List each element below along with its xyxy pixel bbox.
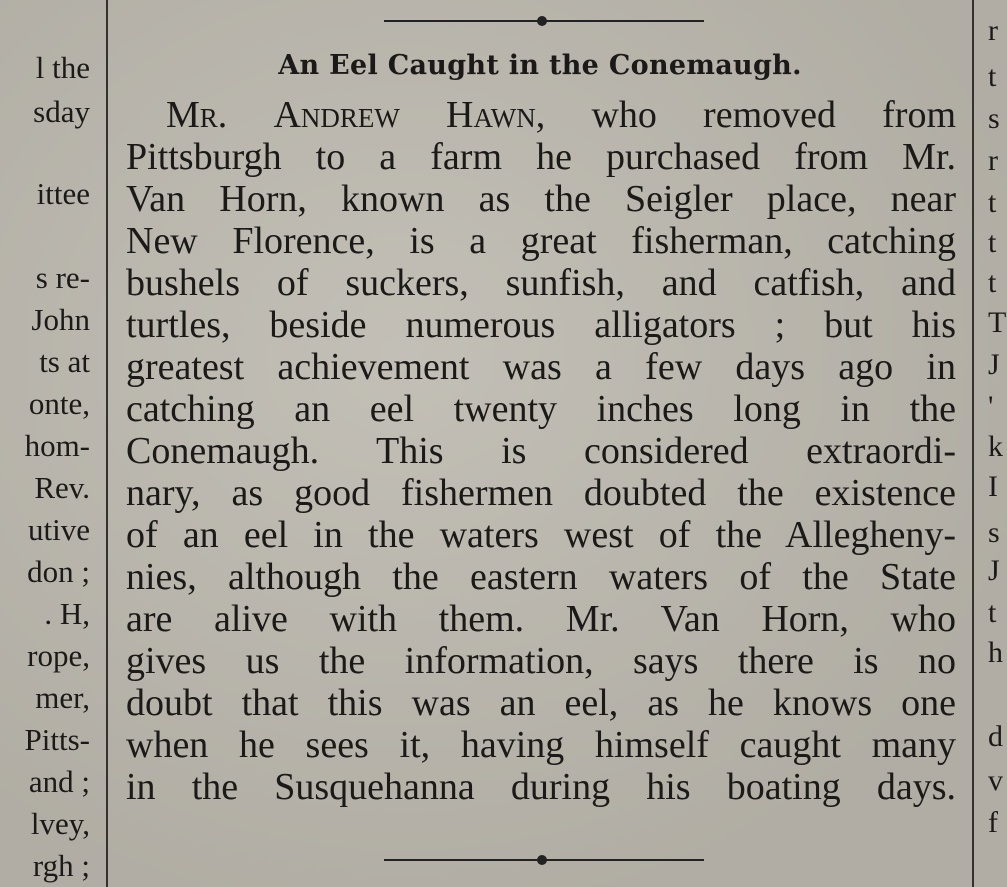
right-fragment: s <box>988 516 1000 549</box>
article-line: nary, as good fishermen doubted the existence <box>126 472 956 514</box>
article-line <box>126 94 956 136</box>
name-prefix: Mr. <box>166 94 228 136</box>
article-line: New Florence, is a great fisherman, catching <box>126 220 956 262</box>
article-line: of an eel in the waters west of the Allegheny- <box>126 514 956 556</box>
right-fragment: s <box>988 102 1000 135</box>
left-fragment: and ; <box>28 764 90 799</box>
left-fragment: s re- <box>35 260 90 295</box>
article-line: Conemaugh. This is considered extraordi- <box>126 430 956 472</box>
right-fragment: t <box>988 266 997 299</box>
right-fragment: v <box>988 764 1003 797</box>
first-line-rest: who removed from <box>591 94 956 136</box>
left-fragment: ts at <box>39 344 90 379</box>
left-fragment: utive <box>28 512 90 547</box>
column-rule-right <box>972 0 974 887</box>
article-headline: An Eel Caught in the Conemaugh. <box>278 50 802 81</box>
right-fragment: d <box>988 720 1003 753</box>
left-fragment: mer, <box>35 680 90 715</box>
left-fragment: John <box>31 302 90 337</box>
left-fragment: hom- <box>24 428 90 463</box>
article-line: gives us the information, says there is no <box>126 640 956 682</box>
right-fragment: f <box>988 806 998 839</box>
right-fragment: ' <box>988 390 994 423</box>
right-fragment: t <box>988 60 997 93</box>
article-line: when he sees it, having himself caught many <box>126 724 956 766</box>
left-fragment: Pitts- <box>24 722 90 757</box>
left-fragment: onte, <box>28 386 90 421</box>
right-fragment: r <box>988 144 998 177</box>
left-fragment: l the <box>35 50 90 85</box>
right-fragment: t <box>988 596 997 629</box>
right-column-fragments <box>980 0 1007 887</box>
right-fragment: h <box>988 636 1003 669</box>
left-fragment: Rev. <box>34 470 90 505</box>
right-fragment: T <box>988 306 1007 339</box>
article-line: greatest achievement was a few days ago in <box>126 346 956 388</box>
left-fragment: rgh ; <box>32 848 90 883</box>
article-line: are alive with them. Mr. Van Horn, who <box>126 598 956 640</box>
right-fragment: t <box>988 186 997 219</box>
person-name: Andrew Hawn, <box>273 94 546 136</box>
bottom-ornament-rule <box>384 855 704 865</box>
left-fragment: rope, <box>27 638 90 673</box>
right-fragment: I <box>988 470 998 503</box>
article-line: nies, although the eastern waters of the State <box>126 556 956 598</box>
top-ornament-rule <box>384 16 704 26</box>
right-fragment: k <box>988 430 1003 463</box>
right-fragment: r <box>988 14 998 47</box>
left-fragment: don ; <box>27 554 90 589</box>
left-fragment: sday <box>33 94 90 129</box>
article-line: catching an eel twenty inches long in the <box>126 388 956 430</box>
left-fragment: ittee <box>36 176 90 211</box>
right-fragment: J <box>988 348 1000 381</box>
article-line: Van Horn, known as the Seigler place, near <box>126 178 956 220</box>
article-line: in the Susquehanna during his boating days. <box>126 766 956 808</box>
right-fragment: J <box>988 554 1000 587</box>
article-line: doubt that this was an eel, as he knows one <box>126 682 956 724</box>
left-fragment: lvey, <box>30 806 90 841</box>
column-rule-left <box>106 0 108 887</box>
left-fragment: . H, <box>44 596 90 631</box>
article-line: bushels of suckers, sunfish, and catfish, and <box>126 262 956 304</box>
right-fragment: t <box>988 226 997 259</box>
left-column-fragments <box>0 0 104 887</box>
article-line: Pittsburgh to a farm he purchased from Mr. <box>126 136 956 178</box>
article-line: turtles, beside numerous alligators ; but his <box>126 304 956 346</box>
